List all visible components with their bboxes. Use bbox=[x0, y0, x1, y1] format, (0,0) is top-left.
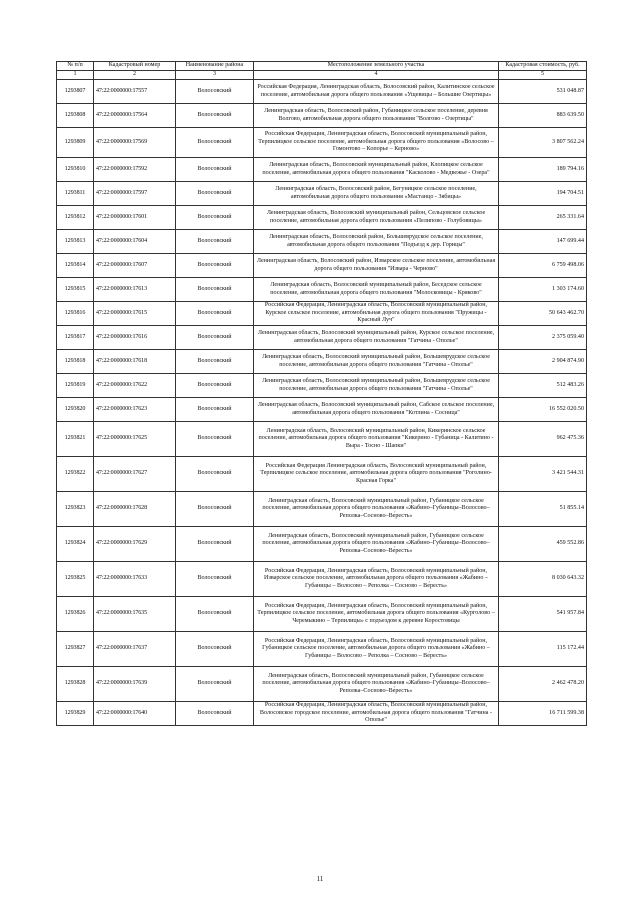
table-header-row bbox=[57, 62, 587, 71]
cadastral-number-cell: 47:22:0000000:17623 bbox=[94, 398, 176, 422]
table-row bbox=[57, 230, 587, 254]
table-body bbox=[57, 80, 587, 726]
location-cell: Ленинградская область, Волосовский муниципальный район, Беседское сельское поселение, автомобильная дорога общего пользования "Молосковицы - Кряково" bbox=[254, 278, 499, 302]
table-row bbox=[57, 562, 587, 597]
table-row bbox=[57, 527, 587, 562]
table-row bbox=[57, 702, 587, 726]
location-cell: Ленинградская область, Волосовский муниципальный район, Сельцовское сельское поселение, автомобильная дорога общего пользования «Пелипово - Голубовицы» bbox=[254, 206, 499, 230]
district-cell: Волосовский bbox=[176, 632, 254, 667]
location-cell: Ленинградская область, Волосовский муниципальный район, Губаницкое сельское поселение, автомобильная дорога общего пользования «Жабино–Губаницы–Волосово–Реполка–Сосново–Ве́ресть» bbox=[254, 492, 499, 527]
header-location: Местоположение земельного участка bbox=[254, 62, 499, 71]
cadastral-number-cell: 47:22:0000000:17622 bbox=[94, 374, 176, 398]
district-cell: Волосовский bbox=[176, 597, 254, 632]
cadastral-value-cell: 531 048.87 bbox=[499, 80, 587, 104]
district-cell: Волосовский bbox=[176, 326, 254, 350]
cadastral-number-cell: 47:22:0000000:17627 bbox=[94, 457, 176, 492]
cadastral-number-cell: 47:22:0000000:17639 bbox=[94, 667, 176, 702]
header-cadastral-value: Кадастровая стоимость, руб. bbox=[499, 62, 587, 71]
location-cell: Российская Федерация Ленинградская область, Волосовский муниципальный район, Терпилицкое сельское поселение, автомобильная дорога общего пользования "Роголино-Красная Горка" bbox=[254, 457, 499, 492]
cadastral-value-cell: 1 303 174.60 bbox=[499, 278, 587, 302]
location-cell: Ленинградская область, Волосовский муниципальный район, Сабское сельское поселение, автомобильная дорога общего пользования "Котлина - Сосница" bbox=[254, 398, 499, 422]
district-cell: Волосовский bbox=[176, 562, 254, 597]
cadastral-value-cell: 3 421 544.31 bbox=[499, 457, 587, 492]
table-row bbox=[57, 182, 587, 206]
table-row bbox=[57, 278, 587, 302]
district-cell: Волосовский bbox=[176, 254, 254, 278]
table-row bbox=[57, 374, 587, 398]
row-number-cell: 1293825 bbox=[57, 562, 94, 597]
column-number: 3 bbox=[176, 71, 254, 80]
table-row bbox=[57, 302, 587, 326]
row-number-cell: 1293814 bbox=[57, 254, 94, 278]
row-number-cell: 1293821 bbox=[57, 422, 94, 457]
district-cell: Волосовский bbox=[176, 527, 254, 562]
cadastral-number-cell: 47:22:0000000:17613 bbox=[94, 278, 176, 302]
column-number: 1 bbox=[57, 71, 94, 80]
cadastral-value-cell: 541 957.84 bbox=[499, 597, 587, 632]
cadastral-value-cell: 459 552.86 bbox=[499, 527, 587, 562]
location-cell: Российская Федерация, Ленинградская область, Волосовский муниципальный район, Терпилицкое сельское поселение, автомобильная дорога общего пользования «Волосово – Гомонтово – Копорье – Керново» bbox=[254, 128, 499, 158]
table-row bbox=[57, 597, 587, 632]
district-cell: Волосовский bbox=[176, 350, 254, 374]
table-row bbox=[57, 457, 587, 492]
location-cell: Ленинградская область, Волосовский район, Бегуницкое сельское поселение, автомобильная дорога общего пользования «Мастанцо - Зябицы» bbox=[254, 182, 499, 206]
cadastral-value-cell: 6 759 498.06 bbox=[499, 254, 587, 278]
cadastral-value-cell: 194 704.51 bbox=[499, 182, 587, 206]
district-cell: Волосовский bbox=[176, 206, 254, 230]
location-cell: Российская Федерация, Ленинградская область, Волосовский муниципальный район, Губаницкое сельское поселение, автомобильная дорога общего пользования «Жабино – Губаницы – Волосово – Реполка – Сосново – Ве́ресть» bbox=[254, 632, 499, 667]
column-number: 2 bbox=[94, 71, 176, 80]
district-cell: Волосовский bbox=[176, 182, 254, 206]
cadastral-value-table bbox=[56, 61, 587, 726]
table-row bbox=[57, 326, 587, 350]
location-cell: Ленинградская область, Волосовский район, Большеврудское сельское поселение, автомобильная дорога общего пользования "Подъезд к дер. Горицы" bbox=[254, 230, 499, 254]
header-cadastral-number: Кадастровый номер bbox=[94, 62, 176, 71]
header-district-name: Наименование района bbox=[176, 62, 254, 71]
location-cell: Ленинградская область, Волосовский район, Губаницкое сельское поселение, деревня Волгово, автомобильная дорога общего пользования "Волгово - Озертицы" bbox=[254, 104, 499, 128]
cadastral-number-cell: 47:22:0000000:17628 bbox=[94, 492, 176, 527]
cadastral-number-cell: 47:22:0000000:17557 bbox=[94, 80, 176, 104]
cadastral-number-cell: 47:22:0000000:17592 bbox=[94, 158, 176, 182]
row-number-cell: 1293809 bbox=[57, 128, 94, 158]
row-number-cell: 1293820 bbox=[57, 398, 94, 422]
district-cell: Волосовский bbox=[176, 398, 254, 422]
cadastral-value-cell: 3 807 562.24 bbox=[499, 128, 587, 158]
row-number-cell: 1293807 bbox=[57, 80, 94, 104]
district-cell: Волосовский bbox=[176, 374, 254, 398]
cadastral-number-cell: 47:22:0000000:17618 bbox=[94, 350, 176, 374]
cadastral-value-cell: 115 172.44 bbox=[499, 632, 587, 667]
location-cell: Ленинградская область, Волосовский муниципальный район, Большеврудское сельское поселение, автомобильная дорога общего пользования "Гатчина - Ополье" bbox=[254, 374, 499, 398]
column-number: 5 bbox=[499, 71, 587, 80]
district-cell: Волосовский bbox=[176, 80, 254, 104]
table-row bbox=[57, 158, 587, 182]
row-number-cell: 1293812 bbox=[57, 206, 94, 230]
district-cell: Волосовский bbox=[176, 278, 254, 302]
column-number-row bbox=[57, 71, 587, 80]
cadastral-number-cell: 47:22:0000000:17629 bbox=[94, 527, 176, 562]
location-cell: Российская Федерация, Ленинградская область, Волосовский район, Калитинское сельское поселение, автомобильная дорога общего пользования «Ущевицы – Большие Озертицы» bbox=[254, 80, 499, 104]
table-row bbox=[57, 80, 587, 104]
row-number-cell: 1293819 bbox=[57, 374, 94, 398]
cadastral-value-cell: 962 475.36 bbox=[499, 422, 587, 457]
column-number: 4 bbox=[254, 71, 499, 80]
row-number-cell: 1293826 bbox=[57, 597, 94, 632]
location-cell: Ленинградская область, Волосовский муниципальный район, Большеврудское сельское поселение, автомобильная дорога общего пользования "Гатчина - Ополье" bbox=[254, 350, 499, 374]
district-cell: Волосовский bbox=[176, 158, 254, 182]
table-row bbox=[57, 667, 587, 702]
cadastral-value-cell: 2 904 874.90 bbox=[499, 350, 587, 374]
location-cell: Российская Федерация, Ленинградская область, Волосовский муниципальный район, Терпилицкое сельское поселение, автомобильная дорога общего пользования «Курголово – Черемыкино – Терпилицы» с подъездом к деревне Коростовицы bbox=[254, 597, 499, 632]
location-cell: Ленинградская область, Волосовский муниципальный район, Клопицкое сельское поселение, автомобильная дорога общего пользования "Касколово - Медвежье - Озера" bbox=[254, 158, 499, 182]
district-cell: Волосовский bbox=[176, 128, 254, 158]
cadastral-number-cell: 47:22:0000000:17615 bbox=[94, 302, 176, 326]
cadastral-number-cell: 47:22:0000000:17616 bbox=[94, 326, 176, 350]
cadastral-number-cell: 47:22:0000000:17564 bbox=[94, 104, 176, 128]
location-cell: Ленинградская область, Волосовский муниципальный район, Губаницкое сельское поселение, автомобильная дорога общего пользования «Жабино–Губаницы–Волосово–Реполка–Сосново–Ве́ресть» bbox=[254, 527, 499, 562]
district-cell: Волосовский bbox=[176, 104, 254, 128]
cadastral-value-cell: 883 639.50 bbox=[499, 104, 587, 128]
district-cell: Волосовский bbox=[176, 230, 254, 254]
page-number: 11 bbox=[316, 875, 324, 883]
district-cell: Волосовский bbox=[176, 702, 254, 726]
cadastral-value-cell: 16 552 020.50 bbox=[499, 398, 587, 422]
cadastral-number-cell: 47:22:0000000:17635 bbox=[94, 597, 176, 632]
district-cell: Волосовский bbox=[176, 492, 254, 527]
header-row-number: № п/п bbox=[57, 62, 94, 71]
cadastral-value-cell: 50 643 462.70 bbox=[499, 302, 587, 326]
cadastral-value-cell: 147 699.44 bbox=[499, 230, 587, 254]
district-cell: Волосовский bbox=[176, 302, 254, 326]
cadastral-value-cell: 189 794.16 bbox=[499, 158, 587, 182]
cadastral-number-cell: 47:22:0000000:17633 bbox=[94, 562, 176, 597]
table-row bbox=[57, 128, 587, 158]
cadastral-number-cell: 47:22:0000000:17597 bbox=[94, 182, 176, 206]
cadastral-number-cell: 47:22:0000000:17607 bbox=[94, 254, 176, 278]
row-number-cell: 1293810 bbox=[57, 158, 94, 182]
cadastral-value-cell: 2 462 478.20 bbox=[499, 667, 587, 702]
row-number-cell: 1293815 bbox=[57, 278, 94, 302]
cadastral-number-cell: 47:22:0000000:17640 bbox=[94, 702, 176, 726]
table-row bbox=[57, 104, 587, 128]
table-row bbox=[57, 492, 587, 527]
cadastral-number-cell: 47:22:0000000:17569 bbox=[94, 128, 176, 158]
location-cell: Ленинградская область, Волосовский район, Изварское сельское поселение, автомобильная дорога общего пользования "Извара - Черново" bbox=[254, 254, 499, 278]
cadastral-number-cell: 47:22:0000000:17601 bbox=[94, 206, 176, 230]
row-number-cell: 1293811 bbox=[57, 182, 94, 206]
cadastral-number-cell: 47:22:0000000:17637 bbox=[94, 632, 176, 667]
table-row bbox=[57, 350, 587, 374]
table-row bbox=[57, 254, 587, 278]
row-number-cell: 1293813 bbox=[57, 230, 94, 254]
cadastral-value-cell: 2 375 059.40 bbox=[499, 326, 587, 350]
row-number-cell: 1293824 bbox=[57, 527, 94, 562]
row-number-cell: 1293817 bbox=[57, 326, 94, 350]
location-cell: Российская Федерация, Ленинградская область, Волосовский муниципальный район, Курское сельское поселение, автомобильная дорога общего пользования "Пружицы - Красный Луч" bbox=[254, 302, 499, 326]
cadastral-value-cell: 8 030 643.32 bbox=[499, 562, 587, 597]
cadastral-value-cell: 265 331.64 bbox=[499, 206, 587, 230]
table-row bbox=[57, 206, 587, 230]
table-row bbox=[57, 398, 587, 422]
row-number-cell: 1293823 bbox=[57, 492, 94, 527]
location-cell: Российская Федерация, Ленинградская область, Волосовский муниципальный район, Волосовское городское поселение, автомобильная дорога общего пользования "Гатчина - Ополье" bbox=[254, 702, 499, 726]
cadastral-value-cell: 512 483.26 bbox=[499, 374, 587, 398]
location-cell: Ленинградская область, Волосовский муниципальный район, Курское сельское поселение, автомобильная дорога общего пользования "Гатчина - Ополье" bbox=[254, 326, 499, 350]
row-number-cell: 1293816 bbox=[57, 302, 94, 326]
cadastral-number-cell: 47:22:0000000:17604 bbox=[94, 230, 176, 254]
cadastral-value-cell: 51 855.14 bbox=[499, 492, 587, 527]
row-number-cell: 1293829 bbox=[57, 702, 94, 726]
district-cell: Волосовский bbox=[176, 667, 254, 702]
location-cell: Ленинградская область, Волосовский муниципальный район, Губаницкое сельское поселение, автомобильная дорога общего пользования «Жабино–Губаницы–Волосово–Реполка–Сосново–Ве́ресть» bbox=[254, 667, 499, 702]
cadastral-value-cell: 16 711 599.38 bbox=[499, 702, 587, 726]
row-number-cell: 1293808 bbox=[57, 104, 94, 128]
district-cell: Волосовский bbox=[176, 457, 254, 492]
cadastral-number-cell: 47:22:0000000:17625 bbox=[94, 422, 176, 457]
district-cell: Волосовский bbox=[176, 422, 254, 457]
table-row bbox=[57, 632, 587, 667]
row-number-cell: 1293822 bbox=[57, 457, 94, 492]
table-row bbox=[57, 422, 587, 457]
row-number-cell: 1293828 bbox=[57, 667, 94, 702]
row-number-cell: 1293827 bbox=[57, 632, 94, 667]
location-cell: Ленинградская область, Волосовский муниципальный район, Кикеринское сельское поселение, автомобильная дорога общего пользования "Кикерино - Губаница - Калитино - Выра - Тосно - Шапки" bbox=[254, 422, 499, 457]
location-cell: Российская Федерация, Ленинградская область, Волосовский муниципальный район, Изварское сельское поселение, автомобильная дорога общего пользования «Жабино – Губаницы – Волосово – Реполка – Сосново – Ве́ресть» bbox=[254, 562, 499, 597]
row-number-cell: 1293818 bbox=[57, 350, 94, 374]
